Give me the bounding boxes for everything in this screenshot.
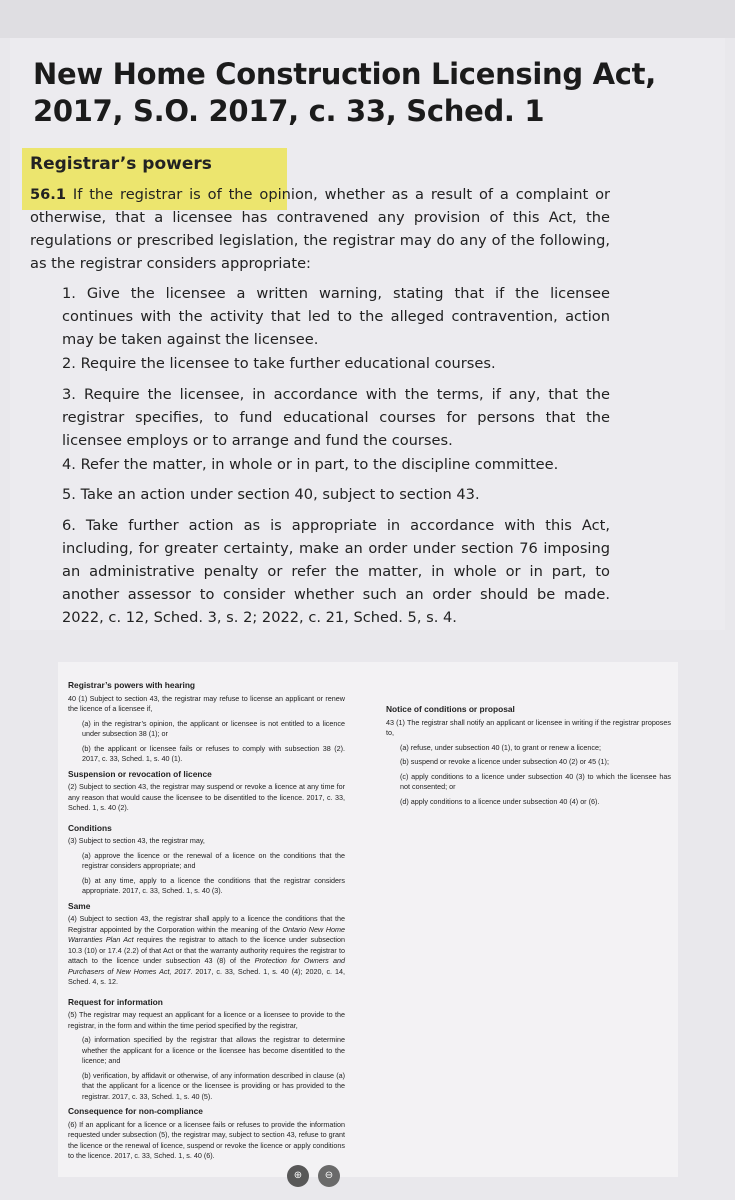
section-number: 56.1 <box>30 186 67 203</box>
clause-text: (b) the applicant or licensee fails or refuses to comply with subsection 38 (2). 2017, c. 33, Sched. 1, s. 40 (1). <box>82 743 345 763</box>
clause-text: (c) apply conditions to a licence under subsection 40 (3) to which the licensee has not consented; or <box>400 771 671 791</box>
subsection-text <box>68 914 345 988</box>
list-item: 2. Require the licensee to take further educational courses. <box>62 355 496 372</box>
subsection-text: (5) The registrar may request an applicant for a licence or a licensee to provide to the registrar, in the form and within the time period specified by the registrar, <box>68 1010 345 1030</box>
subsection-heading: Request for information <box>68 996 163 1007</box>
subsection-text: 43 (1) The registrar shall notify an applicant or licensee in writing if the registrar proposes to, <box>386 717 671 737</box>
intro-text: If the registrar is of the opinion, whether as a result of a complaint or otherwise, that a licensee has contravened any provision of this Act, the regulations or prescribed legislation, the registrar may do any of the following, as the registrar considers appropriate: <box>30 186 610 272</box>
right-column <box>386 704 671 811</box>
subsection-heading: Notice of conditions or proposal <box>386 704 515 714</box>
clause-text: (a) information specified by the registrar that allows the registrar to determine whether the applicant for a licence or the licensee has become disentitled to the licence; and <box>82 1035 345 1065</box>
act-name: Ontario New Home Warranties Plan Act <box>68 924 345 944</box>
clause-text: (b) verification, by affidavit or otherwise, of any information described in clause (a) that the applicant for a licence or the licensee is providing or has provided to the registrar. 2017, c. 33, Sched. 1, s. 40 (5). <box>82 1070 345 1101</box>
zoom-in-icon[interactable]: ⊕ <box>287 1165 309 1187</box>
text-run: . 2017, c. 33, Sched. 1, s. 40 (4); 2020, c. 14, Sched. 4, s. 12. <box>68 966 345 986</box>
subsection-heading: Conditions <box>68 822 112 833</box>
text-run: requires the registrar to attach to the licence under subsection 10.3 (10) or 17.4 (2.2) of that Act or that the warranty authority requires the registrar to attach to the licence under subsection 43 (8) of the <box>68 935 345 965</box>
subsection-heading: Consequence for non-compliance <box>68 1106 203 1116</box>
list-item: 1. Give the licensee a written warning, stating that if the licensee continues with the activity that led to the alleged contravention, action may be taken against the licensee. <box>62 285 610 348</box>
subsection-text: (2) Subject to section 43, the registrar may suspend or revoke a licence at any time for any reason that would cause the licensee to be disentitled to the licence. 2017, c. 33, Sched. 1, s. 40 (2). <box>68 782 345 812</box>
clause-text: (a) approve the licence or the renewal of a licence on the conditions that the registrar considers appropriate; and <box>82 850 345 870</box>
left-column <box>68 680 345 1166</box>
subsection-heading: Registrar’s powers with hearing <box>68 680 196 690</box>
clause-text: (b) suspend or revoke a licence under subsection 40 (2) or 45 (1); <box>400 757 609 766</box>
list-item: 6. Take further action as is appropriate in accordance with this Act, including, for greater certainty, make an order under section 76 imposing an administrative penalty or refer the matter, in whole or in part, to another assessor to consider whether such an order should be made. 2022, c. 12, Sched. 3, s. 2; 2022, c. 21, Sched. 5, s. 4. <box>62 517 610 626</box>
text-run: (4) Subject to section 43, the registrar shall apply to a licence the conditions that the Registrar appointed by the Corporation within the meaning of the <box>68 914 345 934</box>
subsection-text: (3) Subject to section 43, the registrar may, <box>68 836 205 845</box>
top-strip <box>0 0 735 38</box>
subsection-heading: Suspension or revocation of licence <box>68 768 212 779</box>
statute-excerpt-card <box>58 662 678 1177</box>
section-intro <box>30 183 610 275</box>
subsection-text: 40 (1) Subject to section 43, the registrar may refuse to license an applicant or renew the licence of a licensee if, <box>68 693 345 713</box>
main-excerpt-card <box>10 38 725 630</box>
list-item: 5. Take an action under section 40, subject to section 43. <box>62 486 480 503</box>
subsection-heading: Same <box>68 900 91 911</box>
clause-text: (a) refuse, under subsection 40 (1), to grant or renew a licence; <box>400 742 601 752</box>
clause-text: (d) apply conditions to a licence under subsection 40 (4) or (6). <box>400 796 600 806</box>
clause-text: (a) in the registrar’s opinion, the applicant or licensee is not entitled to a licence under subsection 38 (1); or <box>82 718 345 738</box>
list-item: 3. Require the licensee, in accordance with the terms, if any, that the registrar specifies, to fund educational courses for persons that the licensee employs or to arrange and fund the courses. <box>62 386 610 449</box>
page-title: New Home Construction Licensing Act, 2017, S.O. 2017, c. 33, Sched. 1 <box>33 57 656 128</box>
zoom-out-icon[interactable]: ⊖ <box>318 1165 340 1187</box>
list-item: 4. Refer the matter, in whole or in part, to the discipline committee. <box>62 456 559 473</box>
act-name: Protection for Owners and Purchasers of New Homes Act, 2017 <box>68 956 345 976</box>
subsection-text: (6) If an applicant for a licence or a licensee fails or refuses to provide the information requested under subsection (5), the registrar may, subject to section 43, refuse to grant the licence or the renewal of licence, suspend or revoke the licence or apply conditions to the licence. 2017, c. 33, Sched. 1, s. 40 (6). <box>68 1119 345 1160</box>
section-heading: Registrar’s powers <box>30 154 212 174</box>
clause-text: (b) at any time, apply to a licence the conditions that the registrar considers appropriate. 2017, c. 33, Sched. 1, s. 40 (3). <box>82 875 345 895</box>
